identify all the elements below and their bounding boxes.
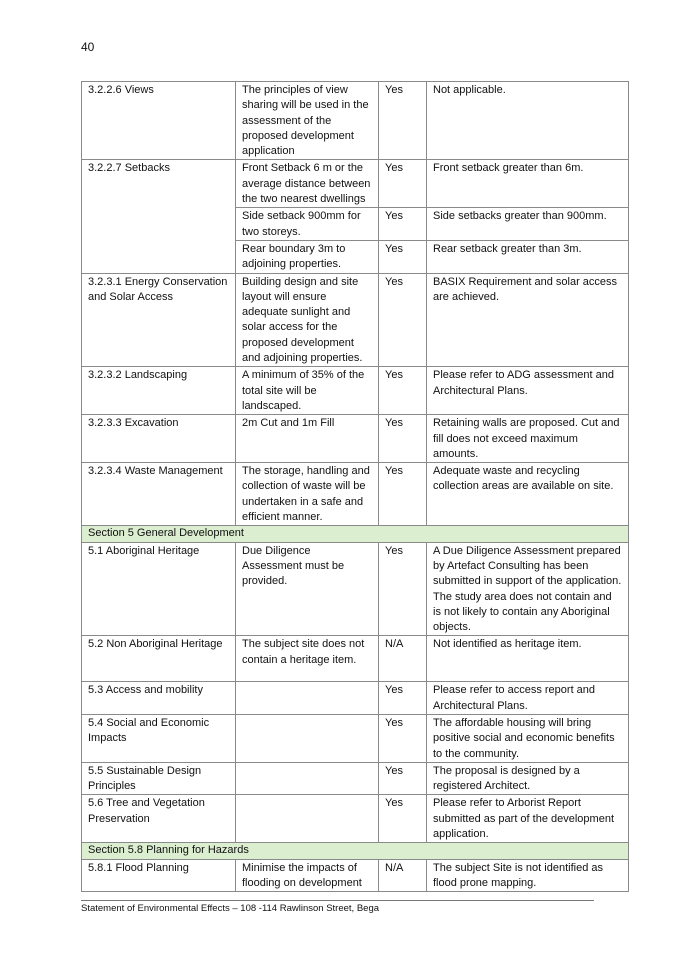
- compliance-cell: Yes: [379, 273, 427, 367]
- requirement-cell: 2m Cut and 1m Fill: [236, 415, 379, 463]
- compliance-cell: Yes: [379, 415, 427, 463]
- comment-cell: The subject Site is not identified as flood prone mapping.: [427, 859, 629, 892]
- requirement-cell: A minimum of 35% of the total site will be landscaped.: [236, 367, 379, 415]
- requirement-cell: Building design and site layout will ensure adequate sunlight and solar access for the proposed development and adjoining properties.: [236, 273, 379, 367]
- control-cell: 3.2.2.6 Views: [82, 82, 236, 160]
- compliance-cell: Yes: [379, 795, 427, 843]
- control-cell: 5.1 Aboriginal Heritage: [82, 542, 236, 636]
- comment-cell: A Due Diligence Assessment prepared by Artefact Consulting has been submitted in support of the application. The study area does not contain and is not likely to contain any Aboriginal objects.: [427, 542, 629, 636]
- table-row: [82, 160, 629, 208]
- comment-cell: Not identified as heritage item.: [427, 636, 629, 682]
- table-row: [82, 682, 629, 715]
- compliance-cell: Yes: [379, 160, 427, 208]
- section-row: [82, 526, 629, 542]
- footer-text: Statement of Environmental Effects – 108 -114 Rawlinson Street, Bega: [81, 903, 380, 914]
- table-row: [82, 82, 629, 160]
- comment-cell: Please refer to access report and Architectural Plans.: [427, 682, 629, 715]
- requirement-cell: Due Diligence Assessment must be provided.: [236, 542, 379, 636]
- control-cell: 5.3 Access and mobility: [82, 682, 236, 715]
- compliance-cell: Yes: [379, 367, 427, 415]
- table-row: [82, 542, 629, 636]
- compliance-cell: N/A: [379, 636, 427, 682]
- requirement-cell: [236, 714, 379, 762]
- table-row: [82, 367, 629, 415]
- control-cell: 5.6 Tree and Vegetation Preservation: [82, 795, 236, 843]
- comment-cell: The affordable housing will bring positive social and economic benefits to the community.: [427, 714, 629, 762]
- table-row: [82, 714, 629, 762]
- compliance-cell: Yes: [379, 542, 427, 636]
- control-cell: 5.5 Sustainable Design Principles: [82, 762, 236, 795]
- section-heading: Section 5 General Development: [82, 526, 629, 542]
- table-row: [82, 273, 629, 367]
- table-row: [82, 762, 629, 795]
- comment-cell: Not applicable.: [427, 82, 629, 160]
- section-row: [82, 843, 629, 859]
- compliance-table: [81, 81, 629, 892]
- table-row: [82, 636, 629, 682]
- requirement-cell: The storage, handling and collection of waste will be undertaken in a safe and efficient manner.: [236, 463, 379, 526]
- control-cell: 3.2.3.4 Waste Management: [82, 463, 236, 526]
- compliance-cell: Yes: [379, 82, 427, 160]
- section-heading: Section 5.8 Planning for Hazards: [82, 843, 629, 859]
- requirement-cell: [236, 762, 379, 795]
- comment-cell: Rear setback greater than 3m.: [427, 240, 629, 273]
- compliance-cell: Yes: [379, 208, 427, 241]
- compliance-cell: Yes: [379, 463, 427, 526]
- comment-cell: Front setback greater than 6m.: [427, 160, 629, 208]
- compliance-cell: Yes: [379, 240, 427, 273]
- compliance-cell: Yes: [379, 762, 427, 795]
- requirement-cell: Rear boundary 3m to adjoining properties.: [236, 240, 379, 273]
- page-number: 40: [81, 40, 95, 54]
- control-cell: 3.2.3.2 Landscaping: [82, 367, 236, 415]
- requirement-cell: The subject site does not contain a heritage item.: [236, 636, 379, 682]
- comment-cell: Side setbacks greater than 900mm.: [427, 208, 629, 241]
- comment-cell: Please refer to Arborist Report submitted as part of the development application.: [427, 795, 629, 843]
- requirement-cell: [236, 682, 379, 715]
- requirement-cell: Side setback 900mm for two storeys.: [236, 208, 379, 241]
- control-cell: 3.2.3.3 Excavation: [82, 415, 236, 463]
- requirement-cell: The principles of view sharing will be used in the assessment of the proposed development application: [236, 82, 379, 160]
- requirement-cell: Front Setback 6 m or the average distance between the two nearest dwellings: [236, 160, 379, 208]
- control-cell: 5.4 Social and Economic Impacts: [82, 714, 236, 762]
- table-row: [82, 859, 629, 892]
- control-cell: 5.8.1 Flood Planning: [82, 859, 236, 892]
- compliance-cell: Yes: [379, 682, 427, 715]
- control-cell: 3.2.2.7 Setbacks: [82, 160, 236, 273]
- comment-cell: The proposal is designed by a registered Architect.: [427, 762, 629, 795]
- control-cell: 5.2 Non Aboriginal Heritage: [82, 636, 236, 682]
- footer-divider: [81, 900, 594, 901]
- requirement-cell: [236, 795, 379, 843]
- comment-cell: Please refer to ADG assessment and Architectural Plans.: [427, 367, 629, 415]
- table-row: [82, 463, 629, 526]
- comment-cell: BASIX Requirement and solar access are achieved.: [427, 273, 629, 367]
- table-row: [82, 415, 629, 463]
- comment-cell: Adequate waste and recycling collection areas are available on site.: [427, 463, 629, 526]
- compliance-cell: Yes: [379, 714, 427, 762]
- table-row: [82, 795, 629, 843]
- requirement-cell: Minimise the impacts of flooding on development: [236, 859, 379, 892]
- compliance-cell: N/A: [379, 859, 427, 892]
- comment-cell: Retaining walls are proposed. Cut and fill does not exceed maximum amounts.: [427, 415, 629, 463]
- control-cell: 3.2.3.1 Energy Conservation and Solar Access: [82, 273, 236, 367]
